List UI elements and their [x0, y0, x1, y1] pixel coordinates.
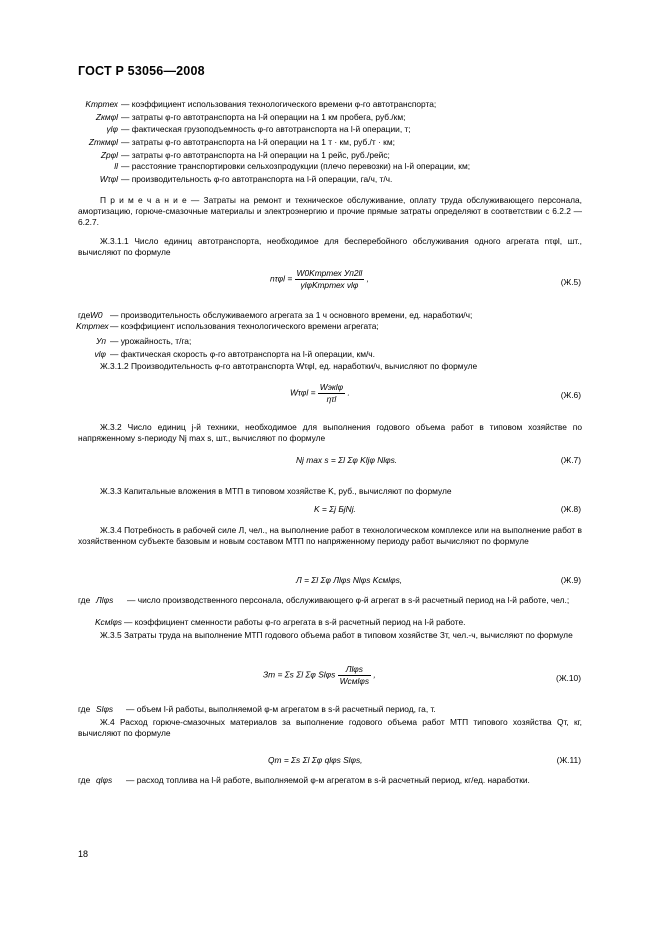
paragraph-zh4: Ж.4 Расход горюче-смазочных материалов за выполнение годового объема работ МТП типового хозяйства Qт, кг, вычисляют по формуле	[78, 717, 582, 738]
def-symbol: ll	[114, 161, 118, 171]
def-text: — производительность обслуживаемого агрегата за 1 ч основного времени, ед. наработки/ч;	[110, 310, 473, 320]
fraction-denominator: γlφKтртех vlφ	[300, 280, 359, 290]
def-symbol: vlφ	[94, 349, 106, 359]
fraction-numerator: W0Kтртех Уп2ll	[296, 268, 363, 278]
fraction-numerator: Лlφs	[338, 664, 371, 676]
fraction-numerator: Wэкlφ	[319, 382, 344, 392]
formula-lhs: Wτφl =	[290, 387, 316, 398]
def-text: — коэффициент сменности работы φ-го агрегата в s-й расчетный период на l-й работе.	[124, 617, 466, 627]
def-symbol: Лlφs	[96, 595, 114, 605]
def-text: — расстояние транспортировки сельхозпродукции (плечо перевозки) на l-й операции, км;	[121, 161, 471, 171]
def-prefix: где	[78, 775, 91, 785]
paragraph-zh33: Ж.3.3 Капитальные вложения в МТП в типовом хозяйстве K, руб., вычисляют по формуле	[100, 486, 452, 496]
def-symbol: γlφ	[106, 124, 118, 134]
formula-zh9: Л = Σl Σφ Лlφs Nlφs Kсмlφs,	[296, 575, 403, 585]
formula-lhs: Зт = Σs Σl Σφ Slφs	[263, 669, 336, 680]
formula-number: (Ж.10)	[556, 673, 581, 683]
formula-tail: ,	[366, 273, 369, 284]
formula-lhs: nτφl =	[270, 273, 293, 284]
def-symbol: Kтртех	[76, 321, 109, 331]
note-paragraph	[78, 195, 582, 228]
formula-zh7: Nj max s = Σl Σφ Kljφ Nlφs.	[296, 455, 398, 465]
formula-fraction	[318, 382, 345, 405]
fraction-denominator: Wсмlφs	[339, 676, 370, 686]
formula-number: (Ж.8)	[560, 504, 581, 514]
def-prefix: где	[78, 595, 91, 605]
def-text: — коэффициент использования технологического времени φ-го автотранспорта;	[121, 99, 437, 109]
def-text: — затраты φ-го автотранспорта на l-й операции на 1 км пробега, руб./км;	[121, 112, 406, 122]
formula-zh6	[290, 382, 350, 405]
def-symbol: Zрφl	[100, 150, 118, 160]
def-text: — объем l-й работы, выполняемой φ-м агрегатом в s-й расчетный период, га, т.	[126, 704, 436, 714]
formula-zh11: Qт = Σs Σl Σφ qlφs Slφs,	[268, 755, 363, 765]
def-symbol: Zкмφl	[95, 112, 118, 122]
def-text: — фактическая скорость φ-го автотранспорта на l-й операции, км/ч.	[110, 349, 375, 359]
def-text: — коэффициент использования технологического времени агрегата;	[110, 321, 379, 331]
def-text: — расход топлива на l-й работе, выполняемой φ-м агрегатом в s-й расчетный период, кг/ед. наработки.	[126, 775, 530, 785]
def-symbol: Slφs	[96, 704, 114, 714]
def-prefix: где	[78, 310, 91, 320]
def-text: — фактическая грузоподъемность φ-го автотранспорта на l-й операции, т;	[121, 124, 411, 134]
formula-zh10	[263, 664, 376, 687]
def-symbol: Kтртех	[85, 99, 118, 109]
formula-zh5	[270, 268, 369, 291]
def-text: — производительность φ-го автотранспорта на l-й операции, га/ч, т/ч.	[121, 174, 393, 184]
formula-number: (Ж.5)	[560, 277, 581, 287]
def-text: — урожайность, т/га;	[110, 336, 192, 346]
formula-number: (Ж.6)	[560, 390, 581, 400]
def-prefix: где	[78, 704, 91, 714]
formula-number: (Ж.9)	[560, 575, 581, 585]
paragraph-zh34: Ж.3.4 Потребность в рабочей силе Л, чел., на выполнение работ в технологическом комплексе или на выполнение работ в хозяйственном субъекте базовым и новым составом МТП по напряженному периоду работ вычисляют по формуле	[78, 525, 582, 546]
def-text: — затраты φ-го автотранспорта на l-й операции на 1 рейс, руб./рейс;	[121, 150, 390, 160]
page-number: 18	[78, 849, 89, 859]
document-header: ГОСТ Р 53056—2008	[78, 64, 205, 78]
paragraph-zh311: Ж.3.1.1 Число единиц автотранспорта, необходимое для бесперебойного обслуживания одного агрегата nτφl, шт., вычисляют по формуле	[78, 236, 582, 257]
def-symbol: Zткмφl	[88, 137, 118, 147]
def-symbol: W0	[90, 310, 103, 320]
formula-tail: ,	[373, 669, 376, 680]
formula-tail: .	[347, 387, 350, 398]
formula-fraction	[338, 664, 371, 687]
def-symbol: Уп	[96, 336, 106, 346]
formula-number: (Ж.7)	[560, 455, 581, 465]
paragraph-zh32: Ж.3.2 Число единиц j-й техники, необходимое для выполнения годового объема работ в типовом хозяйстве по напряженному s-периоду Nj max s, шт., вычисляют по формуле	[78, 422, 582, 443]
formula-zh8: K = Σj БjNj.	[314, 504, 356, 514]
paragraph-zh35: Ж.3.5 Затраты труда на выполнение МТП годового объема работ в типовом хозяйстве Зт, чел.-ч, вычисляют по формуле	[100, 630, 573, 640]
formula-number: (Ж.11)	[556, 755, 581, 765]
def-symbol: qlφs	[96, 775, 113, 785]
note-label: П р и м е ч а н и е	[100, 195, 187, 205]
def-text: — число производственного персонала, обслуживающего φ-й агрегат в s-й расчетный период на l-й работе, чел.;	[127, 595, 570, 605]
def-symbol: Kсмlφs	[94, 617, 122, 627]
fraction-denominator: ητl	[326, 394, 337, 404]
formula-fraction	[295, 268, 365, 291]
paragraph-zh312: Ж.3.1.2 Производительность φ-го автотранспорта Wτφl, ед. наработки/ч, вычисляют по формуле	[100, 361, 478, 371]
note-text: — Затраты на ремонт и техническое обслуживание, оплату труда обслуживающего персонала, амортизацию, горюче-смазочные материалы и электроэнергию и прочие прямые затраты определяют в соответствии с 6.2.2 — 6.2.7.	[78, 195, 582, 227]
def-text: — затраты φ-го автотранспорта на l-й операции на 1 т · км, руб./т · км;	[121, 137, 395, 147]
def-symbol: Wτφl	[99, 174, 118, 184]
